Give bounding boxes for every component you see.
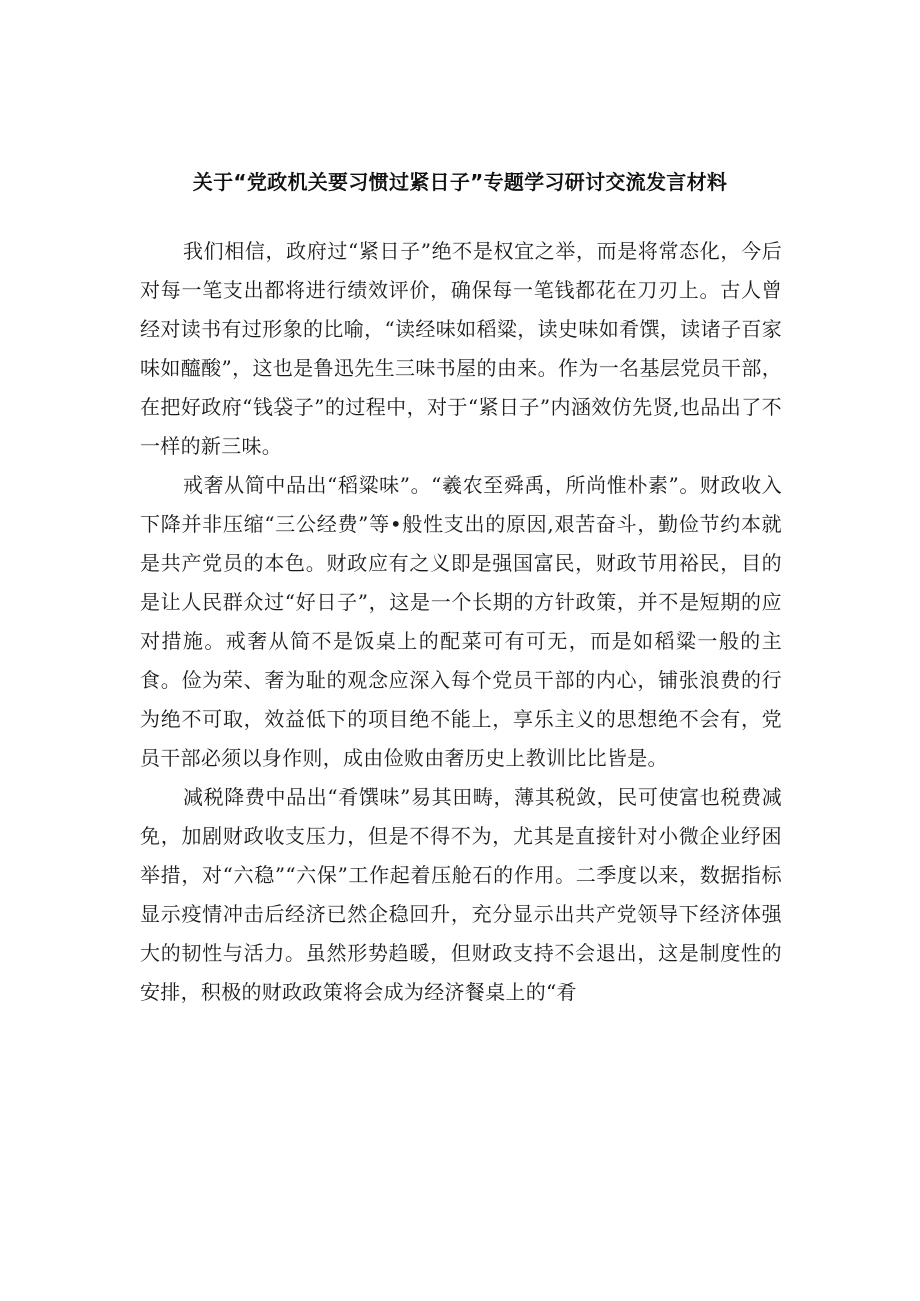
paragraph-intro: 我们相信，政府过“紧日子”绝不是权宜之举，而是将常态化，今后对每一笔支出都将进行绩效评价，确保每一笔钱都花在刀刃上。古人曾经对读书有过形象的比喻，“读经味如稻粱，读史味如肴馔，读诸子百家味如醯酸”，这也是鲁迅先生三味书屋的由来。作为一名基层党员干部，在把好政府“钱袋子”的过程中，对于“紧日子”内涵效仿先贤,也品出了不一样的新三味。	[140, 239, 782, 458]
document-title: 关于“党政机关要习惯过紧日子”专题学习研讨交流发言材料	[192, 170, 728, 194]
paragraph-tax-reduction: 减税降费中品出“肴馔味”易其田畴，薄其税敛，民可使富也税费减免，加剧财政收支压力，但是不得不为，尤其是直接针对小微企业纾困举措，对“六稳”“六保”工作起着压舱石的作用。二季度以来，数据指标显示疫情冲击后经济已然企稳回升，充分显示出共产党领导下经济体强大的韧性与活力。虽然形势趋暖，但财政支持不会退出，这是制度性的安排，积极的财政政策将会成为经济餐桌上的“肴	[140, 785, 782, 1004]
document-body	[140, 232, 782, 1012]
paragraph-frugality: 戒奢从简中品出“稻粱味”。“羲农至舜禹，所尚惟朴素”。财政收入下降并非压缩“三公经费”等•般性支出的原因,艰苦奋斗，勤俭节约本就是共产党员的本色。财政应有之义即是强国富民，财政节用裕民，目的是让人民群众过“好日子”，这是一个长期的方针政策，并不是短期的应对措施。戒奢从简不是饭桌上的配菜可有可无，而是如稻粱一般的主食。俭为荣、奢为耻的观念应深入每个党员干部的内心，铺张浪费的行为绝不可取，效益低下的项目绝不能上，享乐主义的思想绝不会有，党员干部必须以身作则，成由俭败由奢历史上教训比比皆是。	[140, 473, 782, 770]
